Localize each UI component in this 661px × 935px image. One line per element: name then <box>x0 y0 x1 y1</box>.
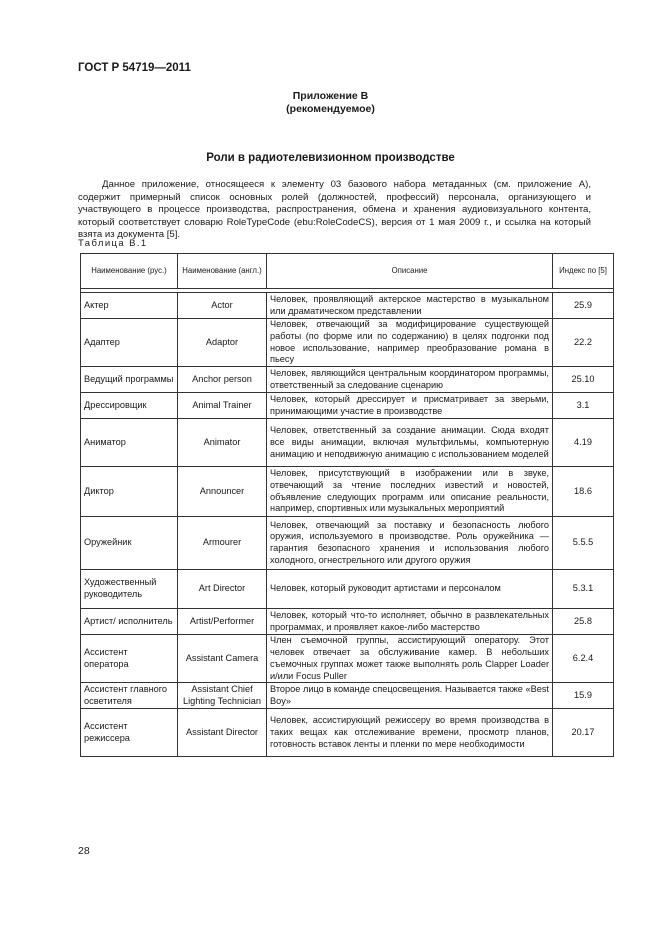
cell-index: 22.2 <box>553 319 614 367</box>
column-header-en: Наименование (англ.) <box>178 254 267 289</box>
cell-name-ru: Дрессировщик <box>81 393 178 419</box>
annex-note: (рекомендуемое) <box>286 103 375 115</box>
page-number: 28 <box>78 845 90 857</box>
cell-description: Человек, ответственный за создание анимации. Сюда входят все виды анимации, включая мультфильмы, компьютерную анимацию и неподвижную анимацию с использованием моделей <box>267 419 553 467</box>
cell-name-ru: Адаптер <box>81 319 178 367</box>
cell-name-en: Assistant Camera <box>178 635 267 683</box>
cell-name-ru: Ассистент оператора <box>81 635 178 683</box>
section-heading: Роли в радиотелевизионном производстве <box>206 152 455 164</box>
column-header-ru: Наименование (рус.) <box>81 254 178 289</box>
table-caption: Таблица В.1 <box>78 238 148 249</box>
cell-index: 25.9 <box>553 293 614 319</box>
cell-name-en: Animator <box>178 419 267 467</box>
cell-description: Второе лицо в команде спецосвещения. Называется также «Best Boy» <box>267 683 553 709</box>
table-row <box>81 319 614 367</box>
table-row <box>81 683 614 709</box>
document-id: ГОСТ Р 54719—2011 <box>78 62 191 74</box>
cell-name-ru: Ассистент главного осветителя <box>81 683 178 709</box>
table-row <box>81 419 614 467</box>
cell-name-ru: Художественный руководитель <box>81 570 178 609</box>
cell-index: 6.2.4 <box>553 635 614 683</box>
cell-name-en: Animal Trainer <box>178 393 267 419</box>
cell-name-en: Assistant Chief Lighting Technician <box>178 683 267 709</box>
cell-name-ru: Диктор <box>81 467 178 517</box>
cell-name-ru: Оружейник <box>81 517 178 570</box>
table-header-row <box>81 254 614 289</box>
cell-index: 5.5.5 <box>553 517 614 570</box>
cell-index: 20.17 <box>553 709 614 757</box>
cell-index: 25.10 <box>553 367 614 393</box>
cell-description: Человек, проявляющий актерское мастерство в музыкальном или драматическом представлении <box>267 293 553 319</box>
column-header-description: Описание <box>267 254 553 289</box>
table-row <box>81 517 614 570</box>
cell-name-en: Assistant Director <box>178 709 267 757</box>
cell-name-ru: Ассистент режиссера <box>81 709 178 757</box>
cell-name-en: Artist/Performer <box>178 609 267 635</box>
cell-description: Человек, являющийся центральным координатором программы, ответственный за следование сценарию <box>267 367 553 393</box>
cell-description: Человек, который что-то исполняет, обычно в развлекательных программах, и проявляет какое-либо мастерство <box>267 609 553 635</box>
column-header-index: Индекс по [5] <box>553 254 614 289</box>
cell-index: 5.3.1 <box>553 570 614 609</box>
cell-name-ru: Артист/ исполнитель <box>81 609 178 635</box>
cell-name-ru: Аниматор <box>81 419 178 467</box>
cell-description: Человек, который дрессирует и присматривает за зверьми, принимающими участие в производстве <box>267 393 553 419</box>
cell-name-ru: Актер <box>81 293 178 319</box>
cell-description: Человек, ассистирующий режиссеру во время производства в таких вещах как отслеживание времени, просмотр планов, готовность вставок ленты и пленки по мере необходимости <box>267 709 553 757</box>
cell-name-en: Announcer <box>178 467 267 517</box>
cell-name-en: Armourer <box>178 517 267 570</box>
cell-description: Человек, отвечающий за модифицирование существующей работы (по форме или по содержанию) в целях подгонки под новое использование, например преобразование романа в пьесу <box>267 319 553 367</box>
cell-index: 18.6 <box>553 467 614 517</box>
cell-description: Член съемочной группы, ассистирующий оператору. Этот человек отвечает за обслуживание камер. В небольших съемочных группах может также выполнять роль Clapper Loader и/или Focus Puller <box>267 635 553 683</box>
table-row <box>81 293 614 319</box>
table-row <box>81 635 614 683</box>
cell-index: 3.1 <box>553 393 614 419</box>
table-row <box>81 570 614 609</box>
cell-name-en: Art Director <box>178 570 267 609</box>
table-row <box>81 467 614 517</box>
cell-index: 4.19 <box>553 419 614 467</box>
cell-name-en: Actor <box>178 293 267 319</box>
cell-description: Человек, присутствующий в изображении или в звуке, отвечающий за чтение последних известий и новостей, объявление следующих программ или описание реальности, например, спортивных или музыкальных мероприятий <box>267 467 553 517</box>
table-row <box>81 393 614 419</box>
table-row <box>81 609 614 635</box>
cell-index: 25.8 <box>553 609 614 635</box>
cell-index: 15.9 <box>553 683 614 709</box>
table-row <box>81 709 614 757</box>
cell-description: Человек, который руководит артистами и персоналом <box>267 570 553 609</box>
intro-paragraph: Данное приложение, относящееся к элементу 03 базового набора метаданных (см. приложение А), содержит примерный список основных ролей (должностей, профессий) персонала, организующего и участвующего в процессе производства, распространения, обмена и хранения аудиовизуального контента, который соответствует словарю RoleTypeCode (ebu:RoleCodeCS), версия от 1 мая 2009 г., и ссылка на который взята из документа [5]. <box>78 179 591 241</box>
table-row <box>81 367 614 393</box>
roles-table <box>80 253 614 757</box>
cell-name-en: Adaptor <box>178 319 267 367</box>
cell-description: Человек, отвечающий за поставку и безопасность любого оружия, используемого в производстве. Роль оружейника — гарантия безопасного хранения и использования любого холодного, огнестрельного или другого оружия <box>267 517 553 570</box>
cell-name-en: Anchor person <box>178 367 267 393</box>
cell-name-ru: Ведущий программы <box>81 367 178 393</box>
annex-title: Приложение В <box>292 90 369 102</box>
